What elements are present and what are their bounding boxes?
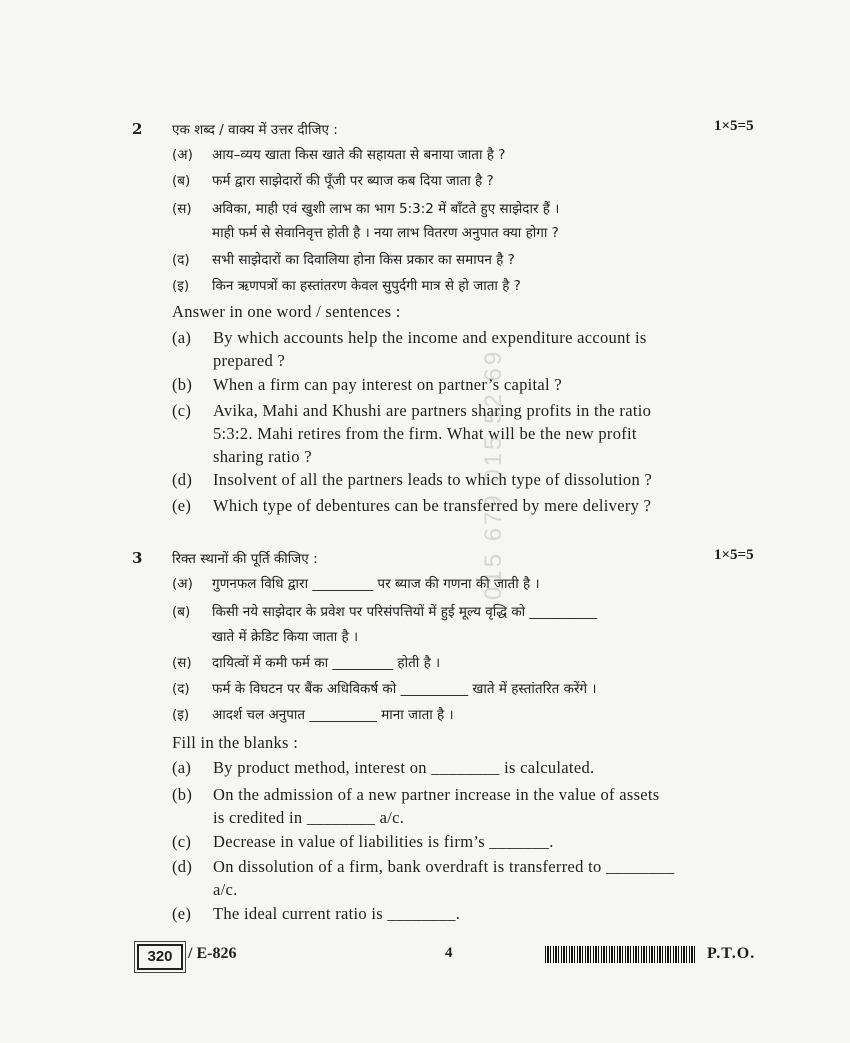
q3-hindi-item-label: (इ) [172, 707, 190, 723]
q3-english-item-text: On the admission of a new partner increase in the value of assets [213, 785, 660, 804]
q3-english-item-label: (c) [172, 832, 192, 851]
q3-english-instruction: Fill in the blanks : [172, 733, 299, 752]
q2-hindi-item-text: माही फर्म से सेवानिवृत्त होती है । नया लाभ वितरण अनुपात क्या होगा ? [212, 225, 559, 241]
q2-english-item-label: (b) [172, 375, 193, 394]
q2-hindi-item-label: (द) [172, 252, 190, 268]
q2-english-instruction: Answer in one word / sentences : [172, 302, 401, 321]
q3-hindi-item-label: (द) [172, 681, 190, 697]
q3-hindi-item-text: आदर्श चल अनुपात __________ माना जाता है । [212, 707, 454, 723]
q3-english-item-text: is credited in ________ a/c. [213, 808, 405, 827]
q3-hindi-item-text: खाते में क्रेडिट किया जाता है । [212, 629, 359, 645]
q2-english-item-text: sharing ratio ? [213, 447, 312, 466]
paper-code: / E-826 [188, 945, 237, 962]
paper-number-box: 320 [137, 944, 183, 970]
q3-hindi-item-text: किसी नये साझेदार के प्रवेश पर परिसंपत्तियों में हुई मूल्य वृद्धि को __________ [212, 604, 597, 620]
q2-hindi-item-label: (इ) [172, 278, 190, 294]
q3-hindi-item-text: गुणनफल विधि द्वारा _________ पर ब्याज की गणना की जाती है । [212, 576, 540, 592]
barcode [545, 946, 695, 963]
q2-hindi-item-text: आय–व्यय खाता किस खाते की सहायता से बनाया जाता है ? [212, 147, 506, 163]
q3-english-item-text: Decrease in value of liabilities is firm’s _______. [213, 832, 554, 851]
q3-english-item-label: (a) [172, 758, 192, 777]
q2-hindi-item-text: सभी साझेदारों का दिवालिया होना किस प्रकार का समापन है ? [212, 252, 515, 268]
pto-label: P.T.O. [707, 945, 756, 962]
watermark: 015 679 015 52 69 [480, 348, 507, 600]
q2-english-item-label: (e) [172, 496, 192, 515]
q3-hindi-item-label: (ब) [172, 604, 191, 620]
q3-marks: 1×5=5 [714, 547, 754, 563]
q2-english-item-label: (d) [172, 470, 193, 489]
q2-english-item-text: When a firm can pay interest on partner’s capital ? [213, 375, 562, 394]
q3-english-item-label: (d) [172, 857, 193, 876]
q3-english-item-text: On dissolution of a firm, bank overdraft is transferred to ________ [213, 857, 675, 876]
q3-english-item-text: a/c. [213, 880, 238, 899]
q3-hindi-item-text: दायित्वों में कमी फर्म का _________ होती है । [212, 655, 441, 671]
q2-english-item-text: 5:3:2. Mahi retires from the firm. What will be the new profit [213, 424, 637, 443]
q2-marks: 1×5=5 [714, 118, 754, 134]
q3-hindi-instruction: रिक्त स्थानों की पूर्ति कीजिए : [172, 551, 318, 567]
q3-hindi-item-label: (स) [172, 655, 192, 671]
q2-english-item-text: Which type of debentures can be transferred by mere delivery ? [213, 496, 652, 515]
q3-english-item-text: By product method, interest on ________ is calculated. [213, 758, 595, 777]
q2-hindi-item-text: अविका, माही एवं खुशी लाभ का भाग 5:3:2 में बाँटते हुए साझेदार हैं । [212, 201, 560, 217]
q3-number: 3 [132, 549, 143, 567]
page-number: 4 [445, 945, 453, 961]
q2-english-item-label: (a) [172, 328, 192, 347]
q3-hindi-item-label: (अ) [172, 576, 193, 592]
q2-hindi-item-label: (अ) [172, 147, 193, 163]
q2-english-item-text: Insolvent of all the partners leads to which type of dissolution ? [213, 470, 653, 489]
q3-hindi-item-text: फर्म के विघटन पर बैंक अधिविकर्ष को __________ खाते में हस्तांतरित करेंगे । [212, 681, 597, 697]
q2-english-item-text: Avika, Mahi and Khushi are partners sharing profits in the ratio [213, 401, 652, 420]
q2-number: 2 [132, 120, 143, 138]
q2-hindi-instruction: एक शब्द / वाक्य में उत्तर दीजिए : [172, 122, 338, 138]
q2-hindi-item-text: फर्म द्वारा साझेदारों की पूँजी पर ब्याज कब दिया जाता है ? [212, 173, 494, 189]
q3-english-item-label: (e) [172, 904, 192, 923]
q3-english-item-text: The ideal current ratio is ________. [213, 904, 461, 923]
q2-english-item-label: (c) [172, 401, 192, 420]
q2-english-item-text: prepared ? [213, 351, 286, 370]
q2-hindi-item-label: (ब) [172, 173, 191, 189]
q3-english-item-label: (b) [172, 785, 193, 804]
q2-english-item-text: By which accounts help the income and expenditure account is [213, 328, 647, 347]
q2-hindi-item-text: किन ऋणपत्रों का हस्तांतरण केवल सुपुर्दगी मात्र से हो जाता है ? [212, 278, 521, 294]
q2-hindi-item-label: (स) [172, 201, 192, 217]
